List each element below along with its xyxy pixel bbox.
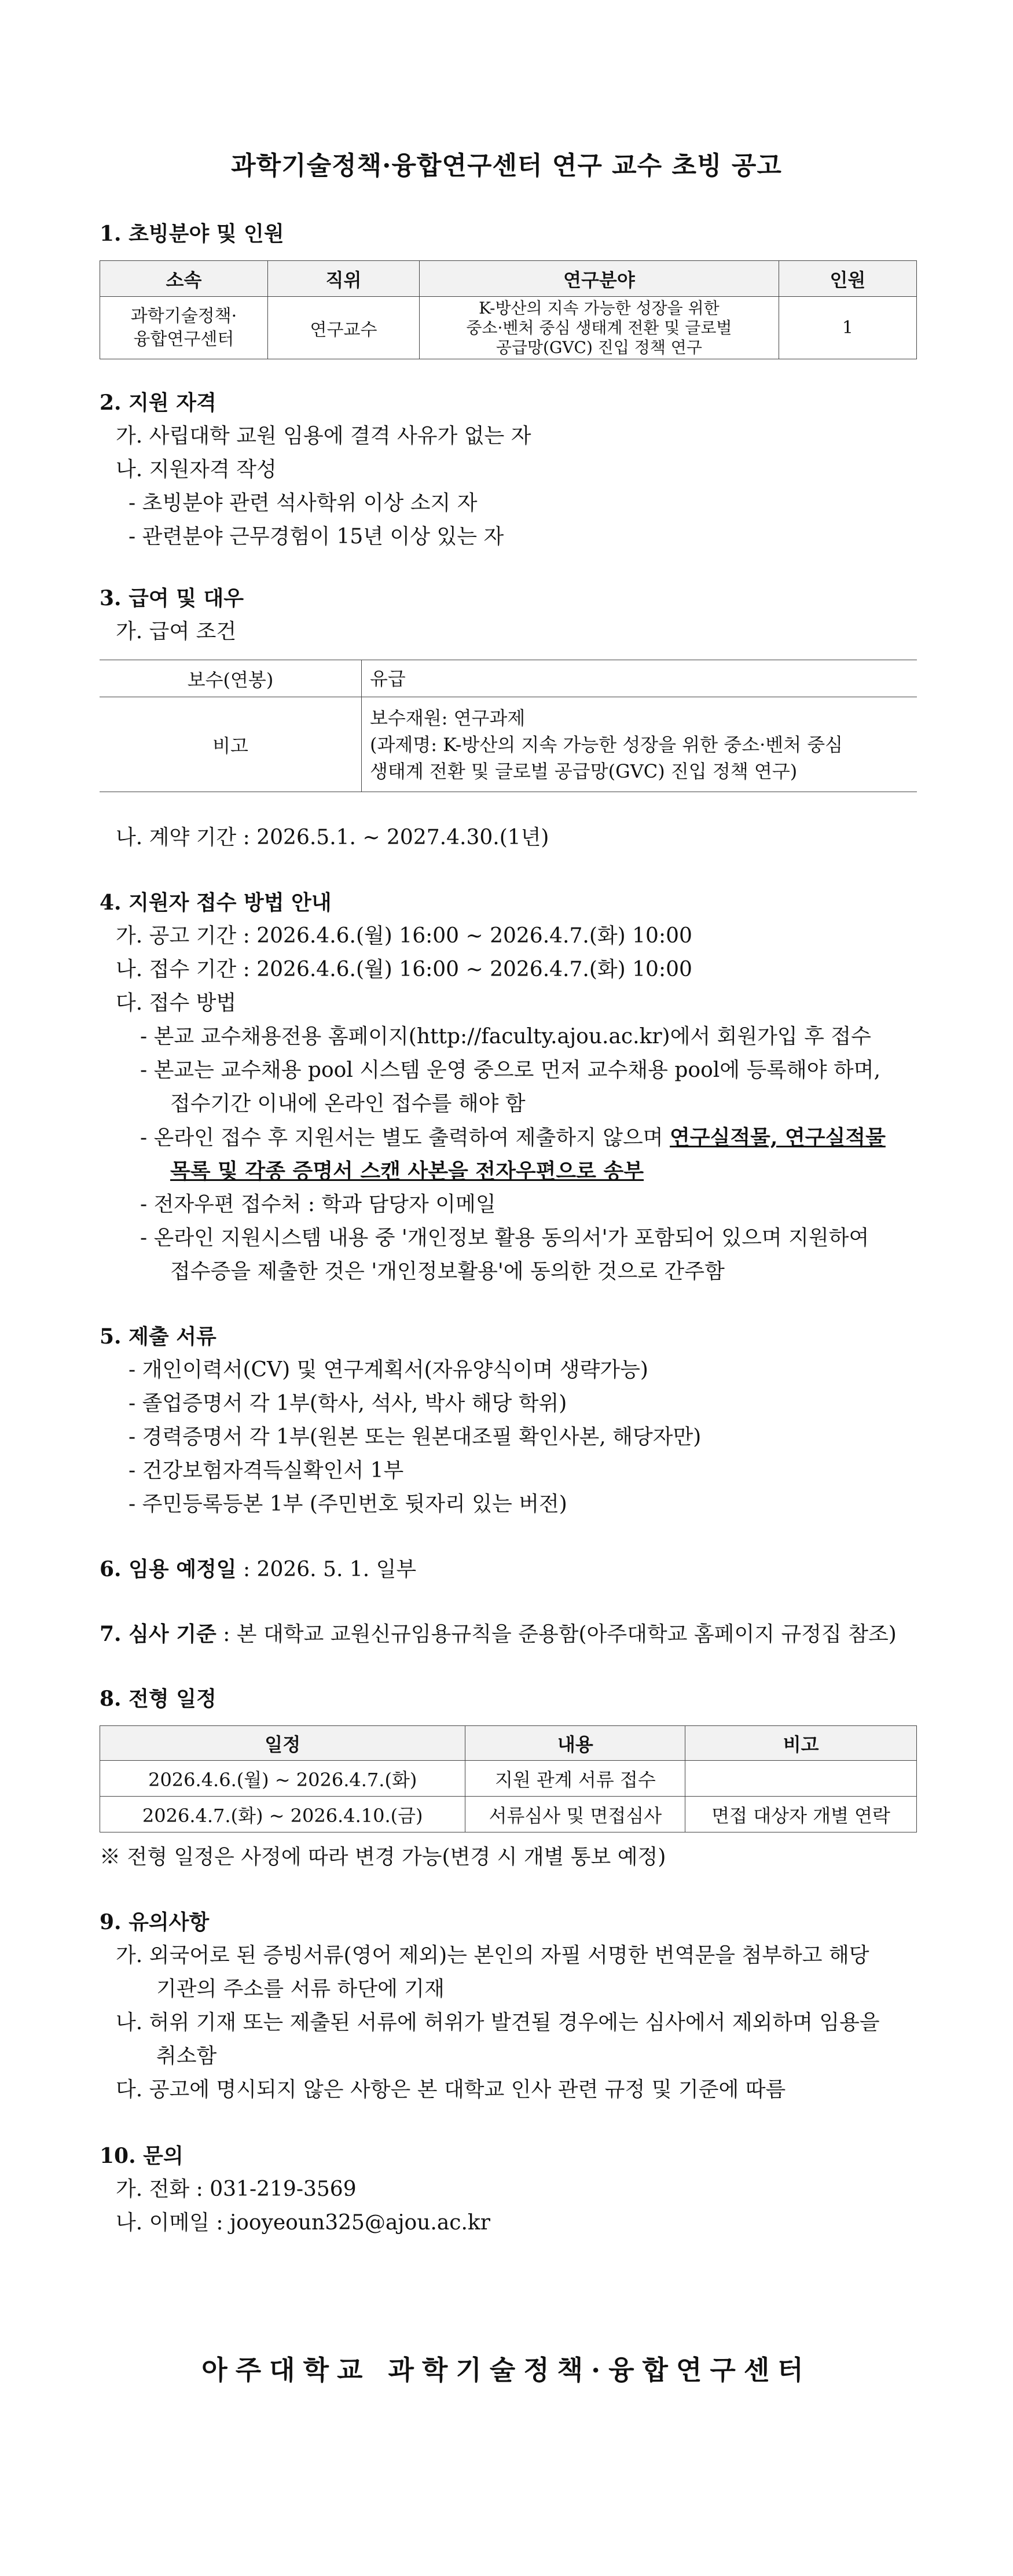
list-item: - 졸업증명서 각 1부(학사, 석사, 박사 해당 학위) xyxy=(129,1392,567,1415)
table-cell: 2026.4.6.(월) ~ 2026.4.7.(화) xyxy=(100,1761,465,1797)
list-item: - 온라인 접수 후 지원서는 별도 출력하여 제출하지 않으며 연구실적물, 연구실적물 xyxy=(140,1125,886,1150)
list-item: - 주민등록등본 1부 (주민번호 뒷자리 있는 버전) xyxy=(129,1492,567,1516)
schedule-note: ※ 전형 일정은 사정에 따라 변경 가능(변경 시 개별 통보 예정) xyxy=(100,1845,666,1869)
table-cell: K-방산의 지속 가능한 성장을 위한 중소·벤처 중심 생태계 전환 및 글로벌 공급망(GVC) 진입 정책 연구 xyxy=(420,297,779,359)
list-item: 가. 공고 기간 : 2026.4.6.(월) 16:00 ~ 2026.4.7.(화) 10:00 xyxy=(116,924,692,948)
emphasis-text: 목록 및 각종 증명서 스캔 사본을 전자우편으로 송부 xyxy=(170,1159,644,1183)
section-heading: 2. 지원 자격 xyxy=(100,391,216,415)
section-heading: 4. 지원자 접수 방법 안내 xyxy=(100,890,332,915)
table-header: 인원 xyxy=(779,261,916,297)
table-cell xyxy=(685,1761,917,1797)
table-header: 연구분야 xyxy=(420,261,779,297)
section-heading: 3. 급여 및 대우 xyxy=(100,586,244,610)
list-item: 나. 허위 기재 또는 제출된 서류에 허위가 발견될 경우에는 심사에서 제외하며 임용을 xyxy=(116,2011,880,2034)
contract-period: 나. 계약 기간 : 2026.5.1. ~ 2027.4.30.(1년) xyxy=(116,826,549,849)
section-heading: 8. 전형 일정 xyxy=(100,1687,216,1711)
section-heading: 5. 제출 서류 xyxy=(100,1324,216,1349)
table-cell: 과학기술정책· 융합연구센터 xyxy=(100,297,268,359)
table-cell: 비고 xyxy=(100,697,362,792)
table-cell: 1 xyxy=(779,297,916,359)
list-item: 가. 외국어로 된 증빙서류(영어 제외)는 본인의 자필 서명한 번역문을 첨부하고 해당 xyxy=(116,1944,869,1967)
section-heading: 7. 심사 기준 xyxy=(100,1622,216,1646)
review-criteria: 7. 심사 기준 : 본 대학교 교원신규임용규칙을 준용함(아주대학교 홈페이지 규정집 참조) xyxy=(100,1622,897,1646)
table-row xyxy=(100,1761,917,1797)
pay-table xyxy=(100,660,917,792)
list-item: 다. 공고에 명시되지 않은 사항은 본 대학교 인사 관련 규정 및 기준에 따름 xyxy=(116,2078,786,2102)
table-header: 일정 xyxy=(100,1726,465,1761)
table-cell: 서류심사 및 면접심사 xyxy=(465,1797,685,1832)
table-header: 내용 xyxy=(465,1726,685,1761)
list-item-continued: 접수기간 이내에 온라인 접수를 해야 함 xyxy=(170,1092,526,1116)
list-item: 나. 접수 기간 : 2026.4.6.(월) 16:00 ~ 2026.4.7.(화) 10:00 xyxy=(116,958,692,981)
list-item-continued: 기관의 주소를 서류 하단에 기재 xyxy=(156,1977,445,2001)
list-item: - 건강보험자격득실확인서 1부 xyxy=(129,1459,404,1482)
list-item: - 전자우편 접수처 : 학과 담당자 이메일 xyxy=(140,1193,496,1216)
page-title: 과학기술정책·융합연구센터 연구 교수 초빙 공고 xyxy=(231,151,782,181)
emphasis-text: 연구실적물, 연구실적물 xyxy=(670,1125,886,1150)
list-item-continued: 접수증을 제출한 것은 '개인정보활용'에 동의한 것으로 간주함 xyxy=(170,1260,725,1283)
table-row xyxy=(100,297,917,359)
table-cell: 지원 관계 서류 접수 xyxy=(465,1761,685,1797)
list-item: 가. 사립대학 교원 임용에 결격 사유가 없는 자 xyxy=(116,424,531,448)
list-item-continued: 취소함 xyxy=(156,2044,217,2068)
recruitment-table xyxy=(100,260,917,359)
list-item: - 본교는 교수채용 pool 시스템 운영 중으로 먼저 교수채용 pool에 등록해야 하며, xyxy=(140,1058,881,1082)
issuer-signature: 아주대학교 과학기술정책·융합연구센터 xyxy=(201,2354,812,2386)
section-heading: 10. 문의 xyxy=(100,2144,183,2168)
list-item: - 경력증명서 각 1부(원본 또는 원본대조필 확인사본, 해당자만) xyxy=(129,1425,702,1449)
section-heading: 1. 초빙분야 및 인원 xyxy=(100,222,284,246)
table-cell: 연구교수 xyxy=(267,297,419,359)
list-item: - 온라인 지원시스템 내용 중 '개인정보 활용 동의서'가 포함되어 있으며 지원하여 xyxy=(140,1226,869,1250)
table-cell: 면접 대상자 개별 연락 xyxy=(685,1797,917,1832)
section-heading: 6. 임용 예정일 xyxy=(100,1557,237,1581)
list-item: - 초빙분야 관련 석사학위 이상 소지 자 xyxy=(129,491,478,515)
table-header: 소속 xyxy=(100,261,268,297)
table-cell: 보수(연봉) xyxy=(100,660,362,697)
table-cell: 2026.4.7.(화) ~ 2026.4.10.(금) xyxy=(100,1797,465,1832)
email-contact: 나. 이메일 : jooyeoun325@ajou.ac.kr xyxy=(116,2211,490,2235)
list-item: 가. 급여 조건 xyxy=(116,620,237,643)
list-item: - 개인이력서(CV) 및 연구계획서(자유양식이며 생략가능) xyxy=(129,1358,648,1382)
phone-contact: 가. 전화 : 031-219-3569 xyxy=(116,2177,357,2201)
list-item: 나. 지원자격 작성 xyxy=(116,458,277,481)
list-item: - 본교 교수채용전용 홈페이지(http://faculty.ajou.ac.kr)에서 회원가입 후 접수 xyxy=(140,1025,871,1048)
list-item: - 관련분야 근무경험이 15년 이상 있는 자 xyxy=(129,525,504,549)
appointment-date: 6. 임용 예정일 : 2026. 5. 1. 일부 xyxy=(100,1557,417,1581)
table-cell: 보수재원: 연구과제 (과제명: K-방산의 지속 가능한 성장을 위한 중소·벤처 중심 생태계 전환 및 글로벌 공급망(GVC) 진입 정책 연구) xyxy=(362,697,917,792)
table-cell: 유급 xyxy=(362,660,917,697)
table-header: 비고 xyxy=(685,1726,917,1761)
list-item: 다. 접수 방법 xyxy=(116,991,237,1015)
schedule-table xyxy=(100,1725,917,1832)
table-row xyxy=(100,1797,917,1832)
section-heading: 9. 유의사항 xyxy=(100,1910,210,1934)
table-header: 직위 xyxy=(267,261,419,297)
